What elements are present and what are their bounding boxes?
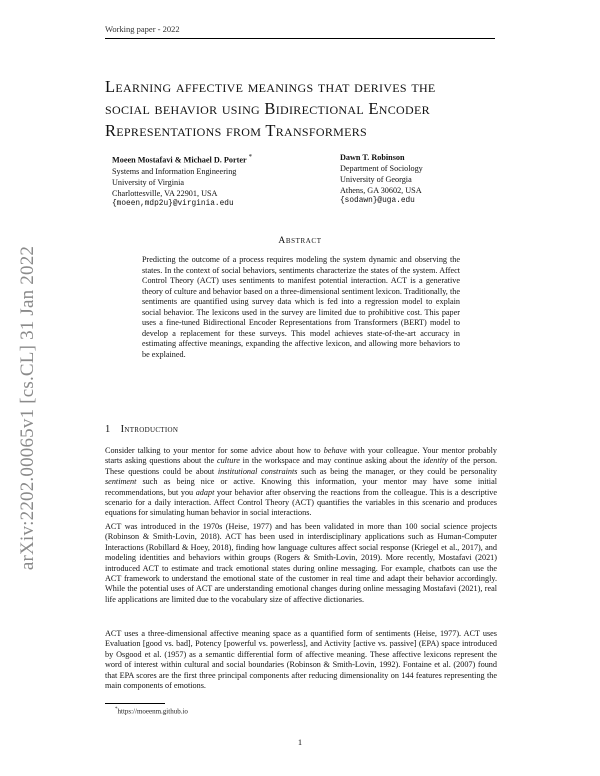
- author-email: {sodawn}@uga.edu: [340, 197, 415, 205]
- paper-title: [105, 76, 505, 142]
- arxiv-identifier: arXiv:2202.00065v1 [cs.CL] 31 Jan 2022: [17, 245, 39, 571]
- author-institution: University of Virginia: [112, 177, 184, 187]
- author-address: Athens, GA 30602, USA: [340, 186, 422, 195]
- emphasis: sentiment: [105, 477, 137, 487]
- abstract-heading: Abstract: [278, 236, 322, 246]
- emphasis: culture: [216, 456, 240, 466]
- emphasis: identity: [423, 456, 448, 466]
- author-block-2: [340, 152, 423, 207]
- text-run: Consider talking to your mentor for some advice about how to: [105, 446, 324, 455]
- text-run: of the person. These questions could be about: [105, 456, 497, 476]
- text-run: your behavior after observing the reactions from the colleague. This is a descriptive scenario for a daily interaction. Affect Control Theory (ACT) quantifies the variables in this scenario and produces equations for simulating human behavior in social interactions.: [105, 487, 497, 518]
- title-line: Learning affective meanings that derives the: [105, 77, 436, 96]
- intro-paragraph-1: [105, 446, 497, 519]
- emphasis: adapt: [195, 487, 215, 497]
- title-line: social behavior using Bidirectional Encoder: [105, 99, 430, 118]
- title-line: Representations from Transformers: [105, 121, 368, 140]
- footnote-url[interactable]: https://moeenm.github.io: [117, 707, 188, 716]
- author-block-1: [112, 152, 252, 210]
- author-department: Department of Sociology: [340, 164, 423, 173]
- author-footnote-mark: *: [248, 154, 253, 161]
- footnote-rule: [105, 703, 165, 704]
- author-name: Moeen Mostafavi & Michael D. Porter: [112, 155, 247, 165]
- emphasis: behave: [323, 446, 347, 455]
- emphasis: institutional constraints: [217, 466, 298, 476]
- arxiv-identifier-sidebar: [7, 206, 49, 610]
- section-title: Introduction: [120, 424, 179, 435]
- intro-paragraph-2: ACT was introduced in the 1970s (Heise, 1977) and has been validated in more than 100 social science projects (Robinson & Smith-Lovin, 2018). ACT has been used in interdisciplinary applications such as Human-Computer Interactions (Robillard & Hoey, 2018), finding how language cultures affect social response (Kriegel et al., 2017), and modeling identities and behaviors within groups (Rogers & Smith-Lovin, 2019). More recently, Mostafavi (2021) introduced ACT to estimate and track emotional states during online messaging. For example, chatbots can use the ACT framework to understand the emotional state of the customer in real time and adapt their behavior accordingly. While the potential uses of ACT are understanding emotional changes during online messaging Mostafavi (2021), real life applications are limited due to the vocabulary size of affective dictionaries.: [105, 522, 497, 604]
- section-heading: [105, 424, 178, 435]
- running-header: Working paper - 2022: [105, 24, 495, 39]
- footnote: [115, 707, 188, 715]
- author-department: Systems and Information Engineering: [112, 166, 237, 176]
- intro-paragraph-3: ACT uses a three-dimensional affective meaning space as a quantified form of sentiments (Heise, 1977). ACT uses Evaluation [good vs. bad], Potency [powerful vs. powerless], and Activity [active vs. passive] (EPA) space introduced by Osgood et al. (1957) as a semantic differential form of affective meaning. These affective lexicons represent the word of interest within cultural and social boundaries (Robinson & Smith-Lovin, 1992). Fontaine et al. (2007) found that EPA scores are the first three principal components after reducing dimensionality on 144 features representing the main components of emotions.: [105, 629, 497, 691]
- section-number: 1: [105, 424, 111, 435]
- footnote-mark: *: [115, 707, 118, 712]
- author-institution: University of Georgia: [340, 175, 412, 184]
- author-address: Charlottesville, VA 22901, USA: [112, 188, 218, 198]
- text-run: with your colleague. Your mentor probably starts asking questions about the: [105, 446, 497, 466]
- author-name: Dawn T. Robinson: [340, 153, 405, 162]
- abstract-text: Predicting the outcome of a process requires modeling the system dynamic and observing the states. In the context of social behaviors, sentiments characterize the states of the system. Affect Control Theory (ACT) uses sentiments to manifest potential interaction. ACT is a generative theory of culture and behavior based on a three-dimensional sentiment lexicon. Traditionally, the sentiments are quantified using survey data which is fed into a regression model to explain social behavior. The lexicons used in the survey are limited due to prohibitive cost. This paper uses a fine-tuned Bidirectional Encoder Representations from Transformers (BERT) model to develop a replacement for these surveys. This model achieves state-of-the-art accuracy in estimating affective meanings, expanding the affective lexicon, and allowing more behaviors to be explained.: [142, 255, 460, 359]
- text-run: such as being the manager, or they could be personality: [297, 466, 498, 476]
- text-run: in the workspace and may continue asking about the: [239, 456, 424, 466]
- page-number: 1: [297, 737, 303, 747]
- author-email: {moeen,mdp2u}@virginia.edu: [112, 199, 234, 208]
- text-run: such as being nice or active. Knowing this information, your mentor may have some initial recommendations, but you: [105, 477, 497, 497]
